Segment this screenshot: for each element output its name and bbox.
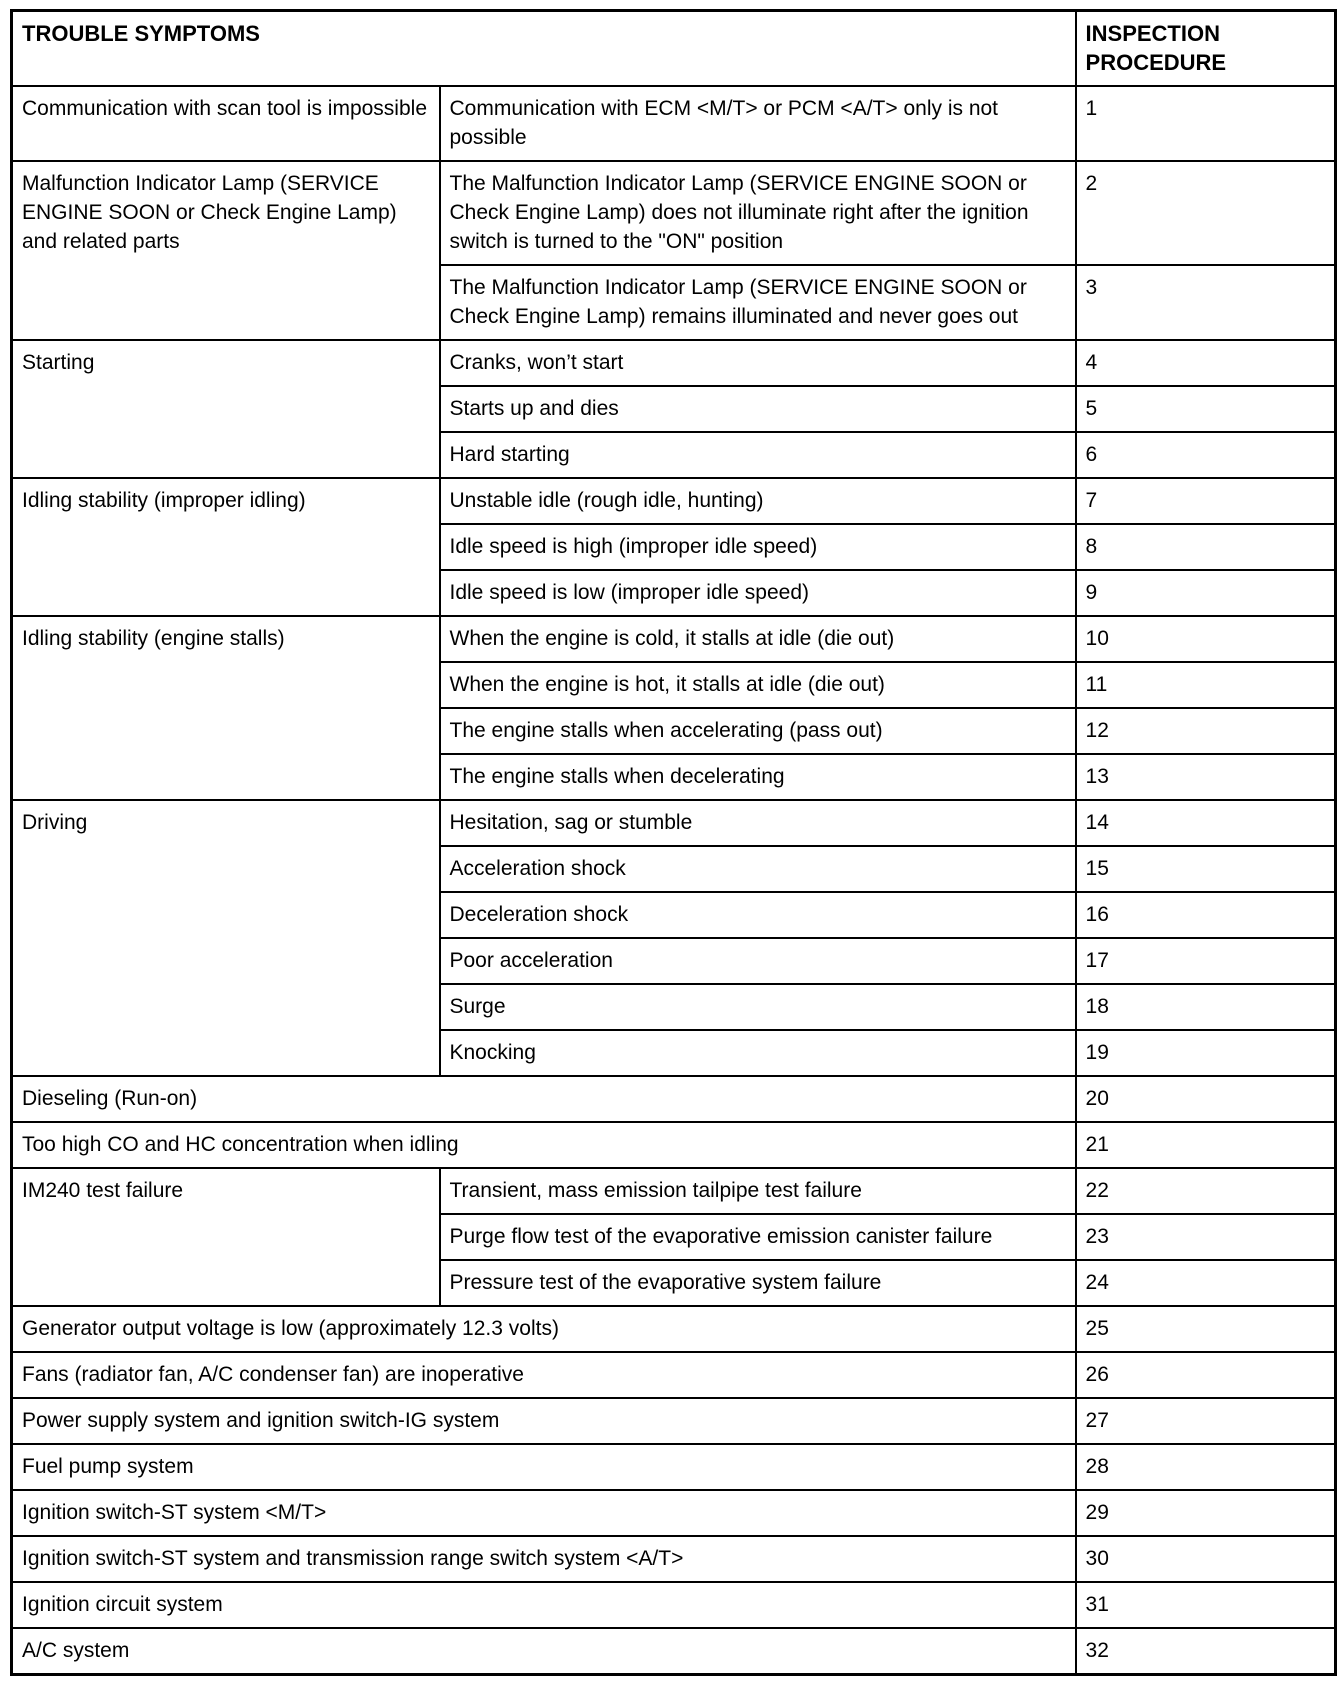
procedure-number: 13: [1076, 754, 1336, 800]
table-row: [12, 86, 1336, 161]
symptom-cell: Acceleration shock: [440, 846, 1076, 892]
category-cell: Ignition switch-ST system <M/T>: [12, 1490, 1076, 1536]
procedure-number: 1: [1076, 86, 1336, 161]
symptom-cell: Cranks, won’t start: [440, 340, 1076, 386]
table-row: [12, 1628, 1336, 1675]
symptom-cell: Starts up and dies: [440, 386, 1076, 432]
procedure-number: 19: [1076, 1030, 1336, 1076]
category-cell: A/C system: [12, 1628, 1076, 1675]
symptom-cell: Idle speed is low (improper idle speed): [440, 570, 1076, 616]
table-row: [12, 1398, 1336, 1444]
symptom-cell: Pressure test of the evaporative system failure: [440, 1260, 1076, 1306]
category-cell: Idling stability (engine stalls): [12, 616, 440, 800]
procedure-number: 20: [1076, 1076, 1336, 1122]
symptom-cell: Poor acceleration: [440, 938, 1076, 984]
category-cell: Driving: [12, 800, 440, 1076]
symptom-cell: Deceleration shock: [440, 892, 1076, 938]
trouble-symptoms-table: [10, 9, 1337, 1676]
table-row: [12, 1306, 1336, 1352]
category-cell: Fuel pump system: [12, 1444, 1076, 1490]
procedure-number: 5: [1076, 386, 1336, 432]
category-cell: Power supply system and ignition switch-IG system: [12, 1398, 1076, 1444]
category-cell: Starting: [12, 340, 440, 478]
table-row: [12, 1352, 1336, 1398]
symptom-cell: Purge flow test of the evaporative emission canister failure: [440, 1214, 1076, 1260]
procedure-number: 7: [1076, 478, 1336, 524]
procedure-number: 11: [1076, 662, 1336, 708]
procedure-number: 31: [1076, 1582, 1336, 1628]
table-row: [12, 478, 1336, 524]
category-cell: Malfunction Indicator Lamp (SERVICE ENGINE SOON or Check Engine Lamp) and related parts: [12, 161, 440, 340]
symptom-cell: Hesitation, sag or stumble: [440, 800, 1076, 846]
table-row: [12, 800, 1336, 846]
symptom-cell: Surge: [440, 984, 1076, 1030]
table-body: [12, 86, 1336, 1675]
procedure-number: 32: [1076, 1628, 1336, 1675]
symptom-cell: The engine stalls when accelerating (pass out): [440, 708, 1076, 754]
table-row: [12, 161, 1336, 265]
category-cell: Ignition circuit system: [12, 1582, 1076, 1628]
symptom-cell: Transient, mass emission tailpipe test failure: [440, 1168, 1076, 1214]
category-cell: Fans (radiator fan, A/C condenser fan) are inoperative: [12, 1352, 1076, 1398]
table-header: [12, 11, 1336, 87]
procedure-number: 23: [1076, 1214, 1336, 1260]
table-row: [12, 1122, 1336, 1168]
procedure-number: 28: [1076, 1444, 1336, 1490]
symptom-cell: The Malfunction Indicator Lamp (SERVICE ENGINE SOON or Check Engine Lamp) remains illuminated and never goes out: [440, 265, 1076, 340]
category-cell: Generator output voltage is low (approximately 12.3 volts): [12, 1306, 1076, 1352]
category-cell: Idling stability (improper idling): [12, 478, 440, 616]
table-row: [12, 1536, 1336, 1582]
procedure-number: 15: [1076, 846, 1336, 892]
procedure-number: 3: [1076, 265, 1336, 340]
symptom-cell: Unstable idle (rough idle, hunting): [440, 478, 1076, 524]
procedure-number: 16: [1076, 892, 1336, 938]
table-row: [12, 1490, 1336, 1536]
symptom-cell: Knocking: [440, 1030, 1076, 1076]
procedure-number: 22: [1076, 1168, 1336, 1214]
table-row: [12, 1168, 1336, 1214]
symptom-cell: Idle speed is high (improper idle speed): [440, 524, 1076, 570]
symptom-cell: The Malfunction Indicator Lamp (SERVICE ENGINE SOON or Check Engine Lamp) does not illuminate right after the ignition switch is turned to the "ON" position: [440, 161, 1076, 265]
column-header-trouble-symptoms: TROUBLE SYMPTOMS: [12, 11, 1076, 87]
table-row: [12, 1582, 1336, 1628]
procedure-number: 4: [1076, 340, 1336, 386]
procedure-number: 25: [1076, 1306, 1336, 1352]
table-row: [12, 616, 1336, 662]
symptom-cell: Communication with ECM <M/T> or PCM <A/T> only is not possible: [440, 86, 1076, 161]
procedure-number: 26: [1076, 1352, 1336, 1398]
category-cell: Too high CO and HC concentration when idling: [12, 1122, 1076, 1168]
procedure-number: 14: [1076, 800, 1336, 846]
procedure-number: 9: [1076, 570, 1336, 616]
symptom-cell: The engine stalls when decelerating: [440, 754, 1076, 800]
table-row: [12, 1444, 1336, 1490]
procedure-number: 12: [1076, 708, 1336, 754]
table-row: [12, 340, 1336, 386]
category-cell: IM240 test failure: [12, 1168, 440, 1306]
header-row: [12, 11, 1336, 87]
procedure-number: 27: [1076, 1398, 1336, 1444]
table-row: [12, 1076, 1336, 1122]
symptom-cell: When the engine is cold, it stalls at idle (die out): [440, 616, 1076, 662]
procedure-number: 10: [1076, 616, 1336, 662]
category-cell: Ignition switch-ST system and transmission range switch system <A/T>: [12, 1536, 1076, 1582]
category-cell: Communication with scan tool is impossible: [12, 86, 440, 161]
symptom-cell: Hard starting: [440, 432, 1076, 478]
procedure-number: 30: [1076, 1536, 1336, 1582]
category-cell: Dieseling (Run-on): [12, 1076, 1076, 1122]
symptom-cell: When the engine is hot, it stalls at idle (die out): [440, 662, 1076, 708]
procedure-number: 2: [1076, 161, 1336, 265]
column-header-inspection-procedure: INSPECTION PROCEDURE: [1076, 11, 1336, 87]
procedure-number: 29: [1076, 1490, 1336, 1536]
procedure-number: 18: [1076, 984, 1336, 1030]
procedure-number: 8: [1076, 524, 1336, 570]
procedure-number: 24: [1076, 1260, 1336, 1306]
procedure-number: 21: [1076, 1122, 1336, 1168]
procedure-number: 6: [1076, 432, 1336, 478]
procedure-number: 17: [1076, 938, 1336, 984]
